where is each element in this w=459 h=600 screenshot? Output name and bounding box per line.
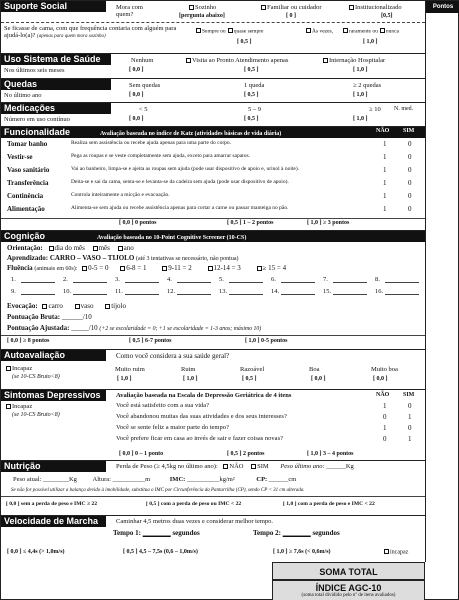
nut-score-3: [ 1,0 ] com a perda de peso e IMC < 22 xyxy=(283,501,375,507)
func-nao-header: NÃO xyxy=(376,128,390,134)
indice-label: ÍNDICE AGC-10 xyxy=(315,583,382,593)
cog-score-2: [ 0,5 ] 6-7 pontos xyxy=(129,338,172,344)
quedas-score-3: [ 1,0 ] xyxy=(353,92,368,98)
animal-slot[interactable]: 2. xyxy=(63,276,68,283)
uso-opt-2[interactable]: Visita ao Pronto Atendimento apenas xyxy=(186,57,288,64)
func-sim-header: SIM xyxy=(403,128,415,134)
quase-sempre-checkbox[interactable] xyxy=(228,28,233,33)
animal-blank[interactable] xyxy=(333,282,367,283)
auto-option-score: [ 1,0 ] xyxy=(117,376,132,382)
func-item-sim[interactable]: 0 xyxy=(408,166,412,174)
animal-blank[interactable] xyxy=(177,294,211,295)
dep-incapaz[interactable]: Incapaz xyxy=(6,403,32,410)
medic-nmed[interactable]: N. med. xyxy=(394,106,414,112)
func-item-sim[interactable]: 0 xyxy=(408,205,412,213)
nut-perda-row: Perda de Peso (≥ 4,5kg no último ano): NÃO SIM Peso último ano: ______Kg xyxy=(116,463,354,470)
institucional-label: Institucionalizado xyxy=(355,4,402,11)
animal-slot[interactable]: 10. xyxy=(63,288,72,295)
medic-score-3: [ 1,0 ] xyxy=(353,116,368,122)
vel-instr: Caminhar 4,5 metros duas vezes e considerar melhor tempo. xyxy=(116,518,274,525)
animal-blank[interactable] xyxy=(125,282,159,283)
familiar-checkbox[interactable] xyxy=(261,5,266,10)
fluencia-opt-2[interactable]: 6-8 = 1 xyxy=(120,264,146,272)
cog-orient-row: Orientação: dia do mês mês ano xyxy=(7,244,134,252)
medic-opt-1[interactable]: < 5 xyxy=(139,106,148,113)
cog-evoc-row: Evocação: carro vaso tijolo xyxy=(7,302,126,310)
auto-option-label[interactable]: Razoável xyxy=(240,366,265,373)
vel-tempo-2[interactable]: Tempo 2: ________ segundos xyxy=(253,529,340,537)
familiar-option[interactable] xyxy=(261,4,322,11)
dep-nao[interactable]: 0 xyxy=(383,435,387,443)
soma-total: SOMA TOTAL xyxy=(272,562,425,580)
auto-question: Como você considera a sua saúde geral? xyxy=(116,352,230,360)
animal-slot[interactable]: 12. xyxy=(167,288,176,295)
func-item-nao[interactable]: 1 xyxy=(383,166,387,174)
func-item-nao[interactable]: 1 xyxy=(383,179,387,187)
medic-score-1: [ 0,0 ] xyxy=(129,116,144,122)
points-column xyxy=(425,1,459,562)
animal-slot[interactable]: 11. xyxy=(115,288,123,295)
dep-question: Você abandonou muitas das suas atividades e dos seus interesses? xyxy=(116,413,287,420)
auto-title: Autoavaliação xyxy=(1,350,106,361)
medic-sub: Número em uso contínuo xyxy=(4,116,70,123)
animal-slot[interactable]: 15. xyxy=(323,288,332,295)
dep-sim[interactable]: 1 xyxy=(408,435,412,443)
func-item-nao[interactable]: 1 xyxy=(383,205,387,213)
uso-score-1: [ 0,0 ] xyxy=(129,67,144,73)
animal-blank[interactable] xyxy=(21,294,55,295)
func-item-desc: Controla inteiramente a micção e evacuação. xyxy=(71,192,170,198)
vel-incapaz[interactable]: incapaz xyxy=(384,549,408,556)
auto-option-label[interactable]: Muito ruim xyxy=(115,366,145,373)
animal-blank[interactable] xyxy=(177,282,211,283)
nut-score-2: [ 0,5 ] com a perda de peso ou IMC < 22 xyxy=(146,501,242,507)
familiar-score: [ 0 ] xyxy=(286,13,296,19)
animal-slot[interactable]: 5. xyxy=(219,276,224,283)
animal-slot[interactable]: 16. xyxy=(375,288,384,295)
section-velocidade xyxy=(1,515,425,562)
animal-blank[interactable] xyxy=(229,294,263,295)
cog-fluencia-row: Fluência (animais em 60s): 0-5 = 0 6-8 = 1 9-11 = 2 12-14 = 3 ≥ 15 = 4 xyxy=(7,264,287,272)
familiar-label: Familiar ou cuidador xyxy=(267,4,322,11)
cog-aprend-row: Aprendizado: CARRO – VASO – TIJOLO (até 3 tentativas se necessário, não pontua) xyxy=(7,254,239,262)
func-item-desc: Pega as roupas e se veste completamente sem ajuda, exceto para amarrar sapatos. xyxy=(71,153,250,159)
dep-sim[interactable]: 0 xyxy=(408,424,412,432)
section-suporte-social xyxy=(1,1,425,53)
func-item-desc: Alimenta-se sem ajuda ou recebe assistência apenas para cortar a carne ou passar manteiga no pão. xyxy=(71,205,289,211)
dep-question: Você prefere ficar em casa ao invés de sair e fazer coisas novas? xyxy=(116,435,283,442)
section-funcionalidade xyxy=(1,126,425,230)
quedas-opt-1[interactable]: Sem quedas xyxy=(129,82,161,89)
sempre-checkbox[interactable] xyxy=(196,28,201,33)
fluencia-opt-5[interactable]: ≥ 15 = 4 xyxy=(257,264,287,272)
cog-bruta-row: Pontuação Bruta: ______/10 xyxy=(7,313,92,321)
animal-slot[interactable]: 6. xyxy=(271,276,276,283)
nut-measure-row: Peso atual: ________Kg Altura: __________m IMC: __________kg/m² CP: ______cm xyxy=(13,476,297,483)
section-quedas xyxy=(1,78,425,102)
auto-incapaz-note: (se 10-CS Bruto<8) xyxy=(12,374,60,380)
func-item-sim[interactable]: 0 xyxy=(408,153,412,161)
dep-question: Você se sente feliz a maior parte do tempo? xyxy=(116,424,229,431)
vel-score-2: [ 0,5 ] 4,5 – 7,5s (0,6 – 1,0m/s) xyxy=(123,549,198,555)
uso-score-2: [ 0,5 ] xyxy=(244,67,259,73)
quedas-opt-3[interactable]: ≥ 2 quedas xyxy=(353,82,382,89)
sozinho-checkbox[interactable] xyxy=(189,5,194,10)
nut-note: Se não for possível utilizar a balança devido à imobilidade, substitua o IMC por Circunferência da Panturrilha (CP), sendo CP < 31 cm alterada. xyxy=(11,488,305,493)
func-item-sim[interactable]: 0 xyxy=(408,140,412,148)
perda-nao[interactable]: NÃO xyxy=(223,463,243,470)
animal-blank[interactable] xyxy=(385,294,419,295)
orient-ano[interactable]: ano xyxy=(118,244,134,252)
fluencia-opt-1[interactable]: 0-5 = 0 xyxy=(82,264,108,272)
animal-blank[interactable] xyxy=(73,282,107,283)
institucional-checkbox[interactable] xyxy=(349,5,354,10)
dep-sim[interactable]: 1 xyxy=(408,413,412,421)
func-item-nao[interactable]: 1 xyxy=(383,140,387,148)
dep-score-2: [ 0,5 ] 2 pontos xyxy=(227,451,265,457)
func-item-name: Transferência xyxy=(7,179,49,187)
dep-sim-header: SIM xyxy=(403,392,415,398)
animal-blank[interactable] xyxy=(385,282,419,283)
fluencia-opt-3[interactable]: 9-11 = 2 xyxy=(162,264,192,272)
nut-title: Nutrição xyxy=(1,461,106,472)
auto-option-label[interactable]: Ruim xyxy=(181,366,196,373)
auto-option-score: [ 1,0 ] xyxy=(183,376,198,382)
animal-blank[interactable] xyxy=(21,282,55,283)
cog-score-1: [ 0,0 ] ≥ 8 pontos xyxy=(7,338,50,344)
dep-score-1: [ 0,0 ] 0 – 1 ponto xyxy=(119,451,164,457)
pergunta-abaixo: [pergunta abaixo] xyxy=(179,13,225,19)
animal-blank[interactable] xyxy=(281,294,315,295)
animal-slot[interactable]: 8. xyxy=(375,276,380,283)
institucional-option[interactable] xyxy=(349,4,402,11)
uso-opt-3[interactable]: Internação Hospitalar xyxy=(323,57,385,64)
medic-title: Medicações xyxy=(1,103,111,114)
uso-score-3: [ 1,0 ] xyxy=(353,67,368,73)
auto-incapaz[interactable]: Incapaz xyxy=(6,365,32,372)
func-score-1: [ 0,0 ] 0 pontos xyxy=(119,220,157,226)
dep-question: Você está satisfeito com a sua vida? xyxy=(116,402,210,409)
nunca-checkbox[interactable] xyxy=(380,28,385,33)
animal-slot[interactable]: 7. xyxy=(323,276,328,283)
dep-score-3: [ 1,0 ] 3 – 4 pontos xyxy=(307,451,354,457)
func-item-desc: Realiza sem assistência ou recebe ajuda apenas para uma parte do corpo. xyxy=(71,140,232,146)
auto-option-score: [ 0,0 ] xyxy=(311,376,326,382)
as-vezes-checkbox[interactable] xyxy=(306,28,311,33)
dep-sim[interactable]: 0 xyxy=(408,402,412,410)
suporte-question: Se ficasse de cama, com que frequência contaria com alguém para ajudá-lo(a)? (apenas para quem mora sozinho) xyxy=(4,25,177,40)
func-score-2: [ 0,5 ] 1 – 2 pontos xyxy=(227,220,274,226)
nut-score-1: [ 0,0 ] sem a perda de peso e IMC ≥ 22 xyxy=(6,501,98,507)
fluencia-opt-4[interactable]: 12-14 = 3 xyxy=(208,264,241,272)
func-score-3: [ 1,0 ] ≥ 3 pontos xyxy=(307,220,350,226)
section-medicacoes xyxy=(1,102,425,126)
func-item-sim[interactable]: 0 xyxy=(408,179,412,187)
medic-score-2: [ 0,5 ] xyxy=(244,116,259,122)
func-item-name: Vaso sanitário xyxy=(7,166,50,174)
section-autoavaliacao xyxy=(1,349,425,389)
suporte-score-1: [ 0,5 ] xyxy=(237,39,252,45)
raramente-checkbox[interactable] xyxy=(343,28,348,33)
quedas-score-2: [ 0,5 ] xyxy=(244,92,259,98)
animal-slot[interactable]: 13. xyxy=(219,288,228,295)
cog-score-3: [ 1,0 ] 0-5 pontos xyxy=(245,338,288,344)
evoc-carro[interactable]: carro xyxy=(42,302,62,310)
vel-title: Velocidade de Marcha xyxy=(1,516,106,527)
animal-blank[interactable] xyxy=(229,282,263,283)
uso-opt-1[interactable]: Nenhum xyxy=(131,57,154,64)
animal-slot[interactable]: 3. xyxy=(115,276,120,283)
func-item-nao[interactable]: 1 xyxy=(383,153,387,161)
auto-option-score: [ 0,5 ] xyxy=(242,376,257,382)
animal-blank[interactable] xyxy=(333,294,367,295)
dep-nao[interactable]: 1 xyxy=(383,402,387,410)
animal-slot[interactable]: 14. xyxy=(271,288,280,295)
sempre-option[interactable]: Sempre ou quase sempre xyxy=(196,28,263,35)
auto-option-label[interactable]: Muito boa xyxy=(371,366,398,373)
dep-nao[interactable]: 0 xyxy=(383,413,387,421)
raramente-option[interactable]: raramente ou nunca xyxy=(343,28,399,35)
institucional-score: [0,5] xyxy=(381,13,393,19)
medic-opt-3[interactable]: ≥ 10 xyxy=(369,106,381,113)
func-item-desc: Vai ao banheiro, limpa-se e ajeita as roupas sem ajuda (pode usar dispositivo de apoio e, urinol à noite). xyxy=(71,166,300,172)
func-item-desc: Deita-se e sai da cama, senta-se e levanta-se da cadeira sem ajuda (pode usar dispositivo de apoio). xyxy=(71,179,289,185)
as-vezes-option[interactable]: Às vezes, xyxy=(306,28,333,35)
quedas-opt-2[interactable]: 1 queda xyxy=(244,82,265,89)
indice-note: (soma total dividido pelo nº de itens avaliados) xyxy=(301,593,396,598)
uso-sub: Nos últimos seis meses xyxy=(4,67,65,74)
quedas-score-1: [ 0,0 ] xyxy=(129,92,144,98)
vel-score-3: [ 1,0 ] ≥ 7,6s (< 0,6m/s) xyxy=(273,549,331,555)
animal-blank[interactable] xyxy=(281,282,315,283)
auto-option-score: [ 0,0 ] xyxy=(373,376,388,382)
animal-slot[interactable]: 9. xyxy=(11,288,16,295)
dep-incapaz-note: (se 10-CS Bruto<8) xyxy=(12,412,60,418)
evoc-tijolo[interactable]: tijolo xyxy=(105,302,126,310)
animal-blank[interactable] xyxy=(73,294,107,295)
sozinho-label: Sozinho xyxy=(195,4,217,11)
cog-ajust-row: Pontuação Ajustada: _____/10 (+2 se escolaridade = 0; +1 se escolaridade = 1-3 anos; máximo 10) xyxy=(7,324,262,332)
dep-nao[interactable]: 1 xyxy=(383,424,387,432)
vel-tempo-1[interactable]: Tempo 1: ________ segundos xyxy=(113,529,200,537)
section-depressivos xyxy=(1,389,425,460)
section-cognicao xyxy=(1,230,425,349)
points-header: Pontos xyxy=(426,1,459,13)
func-item-nao[interactable]: 1 xyxy=(383,192,387,200)
suporte-score-2: [ 1,0 ] xyxy=(363,39,378,45)
medic-opt-2[interactable]: 5 – 9 xyxy=(248,106,261,113)
orient-dia[interactable]: dia do mês xyxy=(49,244,85,252)
perda-sim[interactable]: SIM xyxy=(251,463,269,470)
dep-title: Sintomas Depressivos xyxy=(1,390,106,401)
animal-blank[interactable] xyxy=(125,294,159,295)
quedas-sub: No último ano xyxy=(4,92,42,99)
func-item-name: Continência xyxy=(7,192,44,200)
animal-slot[interactable]: 4. xyxy=(167,276,172,283)
quedas-title: Quedas xyxy=(1,79,111,90)
section-uso-sistema xyxy=(1,53,425,78)
animal-slot[interactable]: 1. xyxy=(11,276,16,283)
cog-title: Cognição Avaliação baseada no 10-Point Cognitive Screener (10-CS) xyxy=(1,231,425,242)
dep-nao-header: NÃO xyxy=(376,392,390,398)
sozinho-option[interactable] xyxy=(189,4,216,11)
auto-option-label[interactable]: Boa xyxy=(309,366,320,373)
evoc-vaso[interactable]: vaso xyxy=(75,302,94,310)
section-nutricao xyxy=(1,460,425,515)
func-item-name: Tomar banho xyxy=(7,140,48,148)
vel-score-1: [ 0,0 ] ≤ 4,4s (> 1,0m/s) xyxy=(7,549,65,555)
func-item-name: Vestir-se xyxy=(7,153,33,161)
func-title: Funcionalidade Avaliação baseada no índice de Katz (atividades básicas de vida diária) xyxy=(1,127,425,138)
func-item-sim[interactable]: 0 xyxy=(408,192,412,200)
suporte-title: Suporte Social xyxy=(1,1,106,12)
indice-agc10 xyxy=(272,580,425,600)
uso-title: Uso Sistema de Saúde xyxy=(1,54,111,65)
mora-com-label: Mora com quem? xyxy=(116,4,143,19)
dep-sub: Avaliação baseada na Escala de Depressão Geriátrica de 4 itens xyxy=(116,392,292,399)
func-item-name: Alimentação xyxy=(7,205,45,213)
orient-mes[interactable]: mês xyxy=(93,244,110,252)
